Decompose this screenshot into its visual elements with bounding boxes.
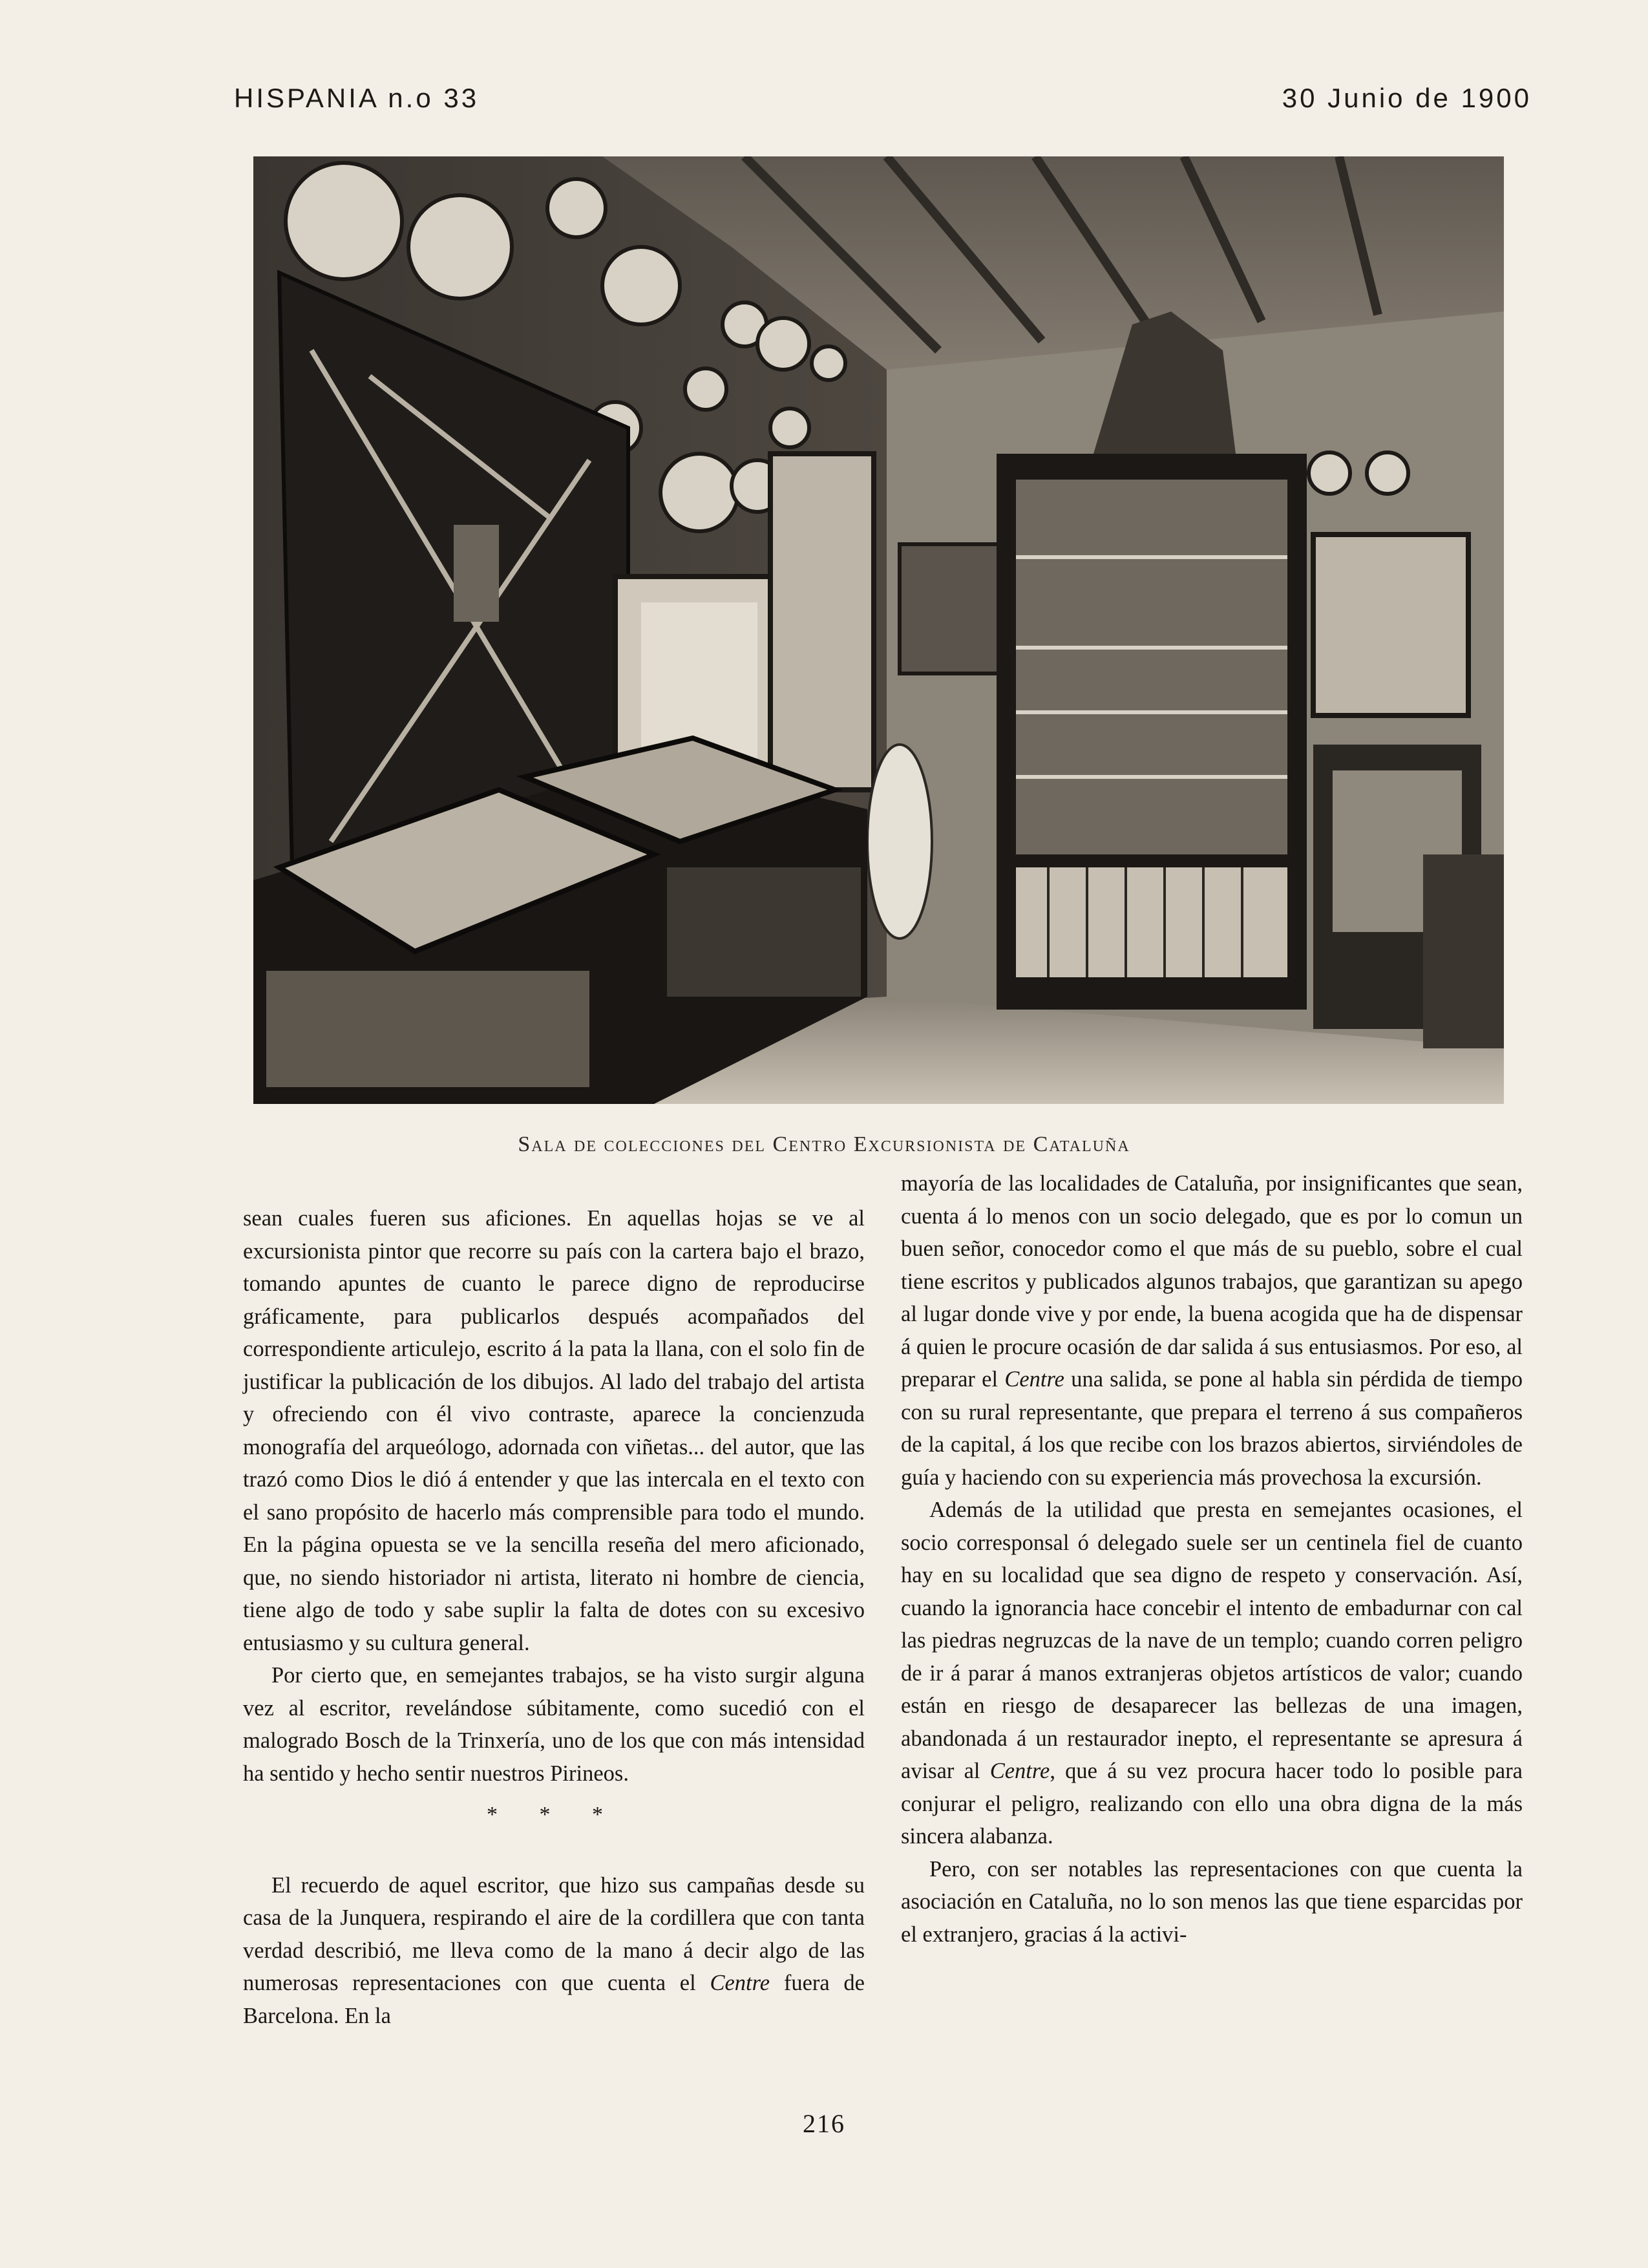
right-text-column bbox=[901, 1167, 1523, 1951]
left-paragraph-1: sean cuales fueren sus aficiones. En aquellas hojas se ve al excursionista pintor que recorre su país con la cartera bajo el brazo, tomando apuntes de cuanto le parece digno de reproducirse gráficamente, para publicarlos después acompañados del correspondiente articulejo, escrito á la pata la llana, con el solo fin de justificar la publicación de los dibujos. Al lado del trabajo del artista y ofreciendo con él vivo contraste, aparece la concienzuda monografía del arqueólogo, adornada con viñetas... del autor, que las trazó como Dios le dió á entender y que las intercala en el texto con el sano propósito de hacerlo más comprensible para todo el mundo. En la página opuesta se ve la sencilla reseña del mero aficionado, que, no siendo historiador ni artista, literato ni hombre de ciencia, tiene algo de todo y sabe suplir la falta de dotes con su excesivo entusiasmo y su cultura general. bbox=[243, 1206, 865, 1655]
issue-date: 30 Junio de 1900 bbox=[1282, 83, 1532, 113]
left-paragraph-2: Por cierto que, en semejantes trabajos, se ha visto surgir alguna vez al escritor, revelándose súbitamente, como sucedió con el malogrado Bosch de la Trinxería, uno de los que con más intensidad ha sentido y hecho sentir nuestros Pirineos. bbox=[243, 1663, 865, 1786]
right-paragraph-3: Pero, con ser notables las representaciones con que cuenta la asociación en Cataluña, no lo son menos las que tiene esparcidas por el extranjero, gracias á la activi- bbox=[901, 1856, 1523, 1947]
collection-room-photograph bbox=[253, 156, 1504, 1104]
journal-title: HISPANIA n.o 33 bbox=[234, 83, 480, 113]
right-paragraph-1: mayoría de las localidades de Cataluña, por insignificantes que sean, cuenta á lo menos con un socio delegado, que es por lo comun un buen señor, conocedor como el que más de su pueblo, sobre el cual tiene escritos y publicados algunos trabajos, que garantizan su apego al lugar donde vive y por ende, la buena acogida que ha de dispensar á quien le procure ocasión de dar salida á sus entusiasmos. Por eso, al preparar el Centre una salida, se pone al habla sin pérdida de tiempo con su rural representante, que prepara el terreno á sus compañeros de la capital, á los que recibe con los brazos abiertos, sirviéndoles de guía y haciendo con su experiencia más provechosa la excursión. bbox=[901, 1171, 1523, 1490]
section-separator: * * * bbox=[487, 1803, 621, 1827]
right-paragraph-2: Además de la utilidad que presta en semejantes ocasiones, el socio corresponsal ó delegado suele ser un centinela fiel de cuanto hay en su localidad que sea digno de respeto y conservación. Así, cuando la ignorancia hace concebir el intento de embadurnar con cal las piedras negruzcas de la nave de un templo; cuando corren peligro de ir á parar á manos extranjeras objetos artísticos de valor; cuando están en riesgo de desaparecer las bellezas de una imagen, abandonada á un restaurador inepto, el representante se apresura á avisar al Centre, que á su vez procura hacer todo lo posible para conjurar el peligro, realizando con ello una obra digna de la más sincera alabanza. bbox=[901, 1498, 1523, 1849]
left-paragraph-3: El recuerdo de aquel escritor, que hizo sus campañas desde su casa de la Junquera, respirando el aire de la cordillera que con tanta verdad describió, me lleva como de la mano á decir algo de las numerosas representaciones con que cuenta el Centre fuera de Barcelona. En la bbox=[243, 1872, 865, 2028]
centre-emphasis: Centre bbox=[710, 1971, 770, 1995]
centre-emphasis: Centre bbox=[1004, 1367, 1064, 1392]
centre-emphasis: Centre bbox=[989, 1759, 1050, 1783]
figure-caption: Sala de colecciones del Centro Excursionista de Cataluña bbox=[518, 1132, 1130, 1156]
page-number: 216 bbox=[803, 2109, 845, 2138]
left-text-column bbox=[243, 1202, 865, 2032]
